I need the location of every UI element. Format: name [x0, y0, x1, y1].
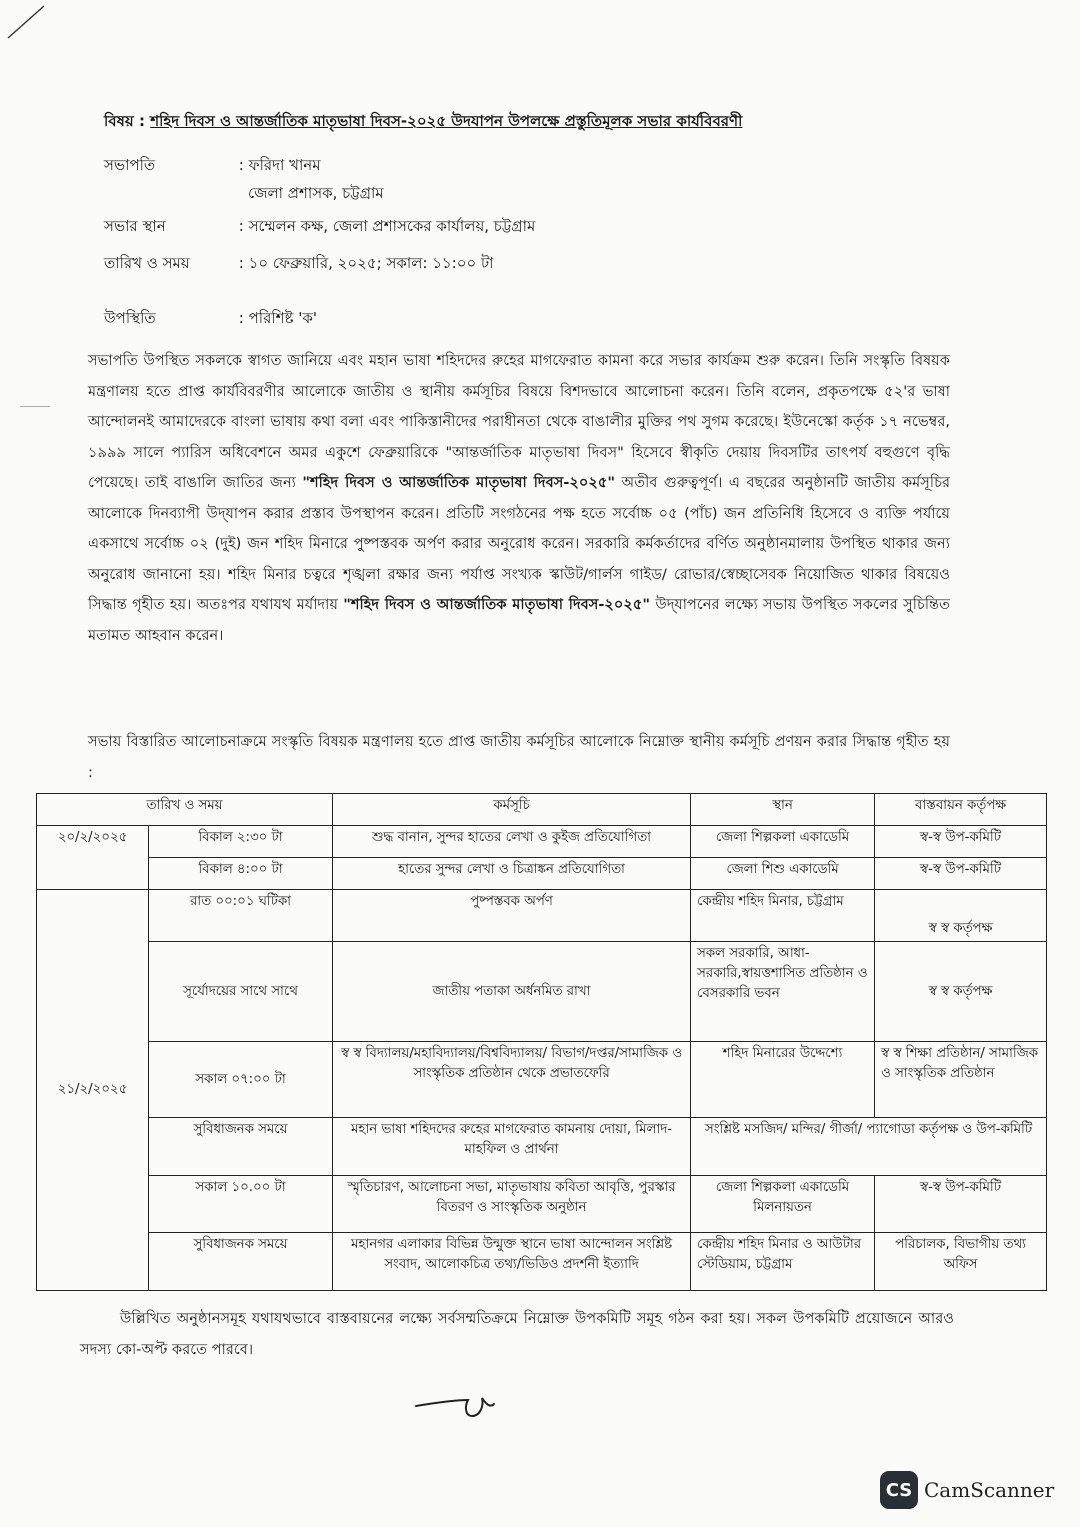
program-cell: মহান ভাষা শহিদদের রুহের মাগফেরাত কামনায় দোয়া, মিলাদ-মাহফিল ও প্রার্থনা — [333, 1118, 691, 1176]
table-header-row — [37, 794, 1047, 826]
authority-cell: স্ব স্ব কর্তৃপক্ষ — [875, 890, 1047, 942]
authority-cell: স্ব-স্ব উপ-কমিটি — [875, 826, 1047, 858]
table-row — [37, 890, 1047, 942]
meta-chair — [104, 154, 321, 179]
program-cell: হাতের সুন্দর লেখা ও চিত্রাঙ্কন প্রতিযোগিতা — [333, 858, 691, 890]
camscanner-logo: CS — [880, 1471, 918, 1509]
program-table — [36, 793, 1047, 1291]
intro-part-c: অতীব গুরুত্বপূর্ণ। এ বছরের অনুষ্ঠানটি জাতীয় কর্মসূচির আলোকে দিনব্যাপী উদ্‌যাপন করার প্রস্তাব উপস্থাপন করেন। প্রতিটি সংগঠনের পক্ষ হতে সর্বোচ্চ ০৫ (পাঁচ) জন প্রতিনিধি হিসেবে ও ব্যক্তি পর্যায়ে একসাথে সর্বোচ্চ ০২ (দুই) জন শহিদ মিনারে পুষ্পস্তবক অর্পণ করার অনুরোধ করেন। সরকারি কর্মকর্তাদের বর্ণিত অনুষ্ঠানমালায় উপস্থিত থাকার জন্য অনুরোধ জানানো হয়। শহিদ মিনার চত্বরে শৃঙ্খলা রক্ষার জন্য পর্যাপ্ত সংখ্যক স্কাউট/গার্লস গাইড/ রোভার/স্বেচ্ছাসেবক নিয়োজিত থাকার বিষয়েও সিদ্ধান্ত গৃহীত হয়। অতঃপর যথাযথ মর্যাদায় — [88, 474, 950, 613]
place-cell: জেলা শিল্পকলা একাডেমি মিলনায়তন — [691, 1175, 875, 1233]
paragraph-intro — [88, 346, 950, 651]
program-cell: জাতীয় পতাকা অর্ধনমিত রাখা — [333, 942, 691, 1042]
authority-cell: স্ব স্ব শিক্ষা প্রতিষ্ঠান/ সামাজিক ও সাংস্কৃতিক প্রতিষ্ঠান — [875, 1042, 1047, 1118]
time-cell: বিকাল ৪:০০ টা — [149, 858, 333, 890]
place-cell: জেলা শিশু একাডেমি — [691, 858, 875, 890]
subject-label: বিষয় : — [104, 112, 145, 130]
intro-part-e: উদ্‌যাপনের লক্ষ্যে সভায় উপস্থিত সকলের সুচিন্তিত মতামত আহবান করেন। — [88, 596, 951, 644]
program-cell: স্ব স্ব বিদ্যালয়/মহাবিদ্যালয়/বিশ্ববিদ্যালয়/ বিভাগ/দপ্তর/সামাজিক ও সাংস্কৃতিক প্রতিষ্ঠান থেকে প্রভাতফেরি — [333, 1042, 691, 1118]
camscanner-text: CamScanner — [924, 1478, 1055, 1502]
date-cell-2: ২১/২/২০২৫ — [37, 890, 149, 1291]
venue-value: : সম্মেলন কক্ষ, জেলা প্রশাসকের কার্যালয়, চট্টগ্রাম — [238, 217, 536, 235]
program-cell: পুষ্পস্তবক অর্পণ — [333, 890, 691, 942]
time-cell: সূর্যোদয়ের সাথে সাথে — [149, 942, 333, 1042]
datetime-label: তারিখ ও সময় — [104, 254, 190, 272]
time-cell: সকাল ১০.০০ টা — [149, 1175, 333, 1233]
authority-cell: স্ব-স্ব উপ-কমিটি — [875, 1175, 1047, 1233]
header-authority: বাস্তবায়ন কর্তৃপক্ষ — [875, 794, 1047, 826]
time-cell: বিকাল ২:৩০ টা — [149, 826, 333, 858]
header-program: কর্মসূচি — [333, 794, 691, 826]
paragraph-subcommittee: উল্লিখিত অনুষ্ঠানসমূহ যথাযথভাবে বাস্তবায়নের লক্ষ্যে সর্বসম্মতিক্রমে নিম্নোক্ত উপকমিটি সমূহ গঠন করা হয়। সকল উপকমিটি প্রয়োজনে আরও সদস্য কো-অপ্ট করতে পারবে। — [80, 1310, 954, 1358]
margin-mark — [20, 406, 50, 407]
table-row — [37, 826, 1047, 858]
authority-cell: স্ব স্ব কর্তৃপক্ষ — [875, 942, 1047, 1042]
header-datetime: তারিখ ও সময় — [37, 794, 333, 826]
time-cell: সুবিধাজনক সময়ে — [149, 1233, 333, 1291]
pen-stroke-mark — [6, 2, 46, 42]
chair-label: সভাপতি — [104, 156, 156, 174]
place-cell: কেন্দ্রীয় শহিদ মিনার, চট্টগ্রাম — [691, 890, 875, 942]
place-cell: জেলা শিল্পকলা একাডেমি — [691, 826, 875, 858]
program-cell: স্মৃতিচারণ, আলোচনা সভা, মাতৃভাষায় কবিতা আবৃত্তি, পুরস্কার বিতরণ ও সাংস্কৃতিক অনুষ্ঠান — [333, 1175, 691, 1233]
table-row — [37, 1175, 1047, 1233]
time-cell: রাত ০০:০১ ঘটিকা — [149, 890, 333, 942]
header-place: স্থান — [691, 794, 875, 826]
attendance-label: উপস্থিতি — [104, 309, 156, 327]
table-row — [37, 1233, 1047, 1291]
table-row — [37, 1118, 1047, 1176]
intro-event-name-1: "শহিদ দিবস ও আন্তর্জাতিক মাতৃভাষা দিবস-২০২৫" — [302, 474, 615, 491]
time-cell: সুবিধাজনক সময়ে — [149, 1118, 333, 1176]
subject-line — [104, 110, 1004, 135]
table-row — [37, 858, 1047, 890]
signature-initial — [410, 1388, 500, 1422]
table-row — [37, 942, 1047, 1042]
meta-datetime — [104, 252, 494, 277]
intro-event-name-2: "শহিদ দিবস ও আন্তর্জাতিক মাতৃভাষা দিবস-২০২৫" — [343, 596, 650, 613]
chair-name: : ফরিদা খানম — [238, 156, 321, 174]
paragraph-decision: সভায় বিস্তারিত আলোচনাক্রমে সংস্কৃতি বিষয়ক মন্ত্রণালয় হতে প্রাপ্ত জাতীয় কর্মসূচির আলোকে নিম্নোক্ত স্থানীয় কর্মসূচি প্রণয়ন করার সিদ্ধান্ত গৃহীত হয় : — [88, 733, 950, 781]
chair-title: জেলা প্রশাসক, চট্টগ্রাম — [248, 184, 384, 202]
datetime-value: : ১০ ফেব্রুয়ারি, ২০২৫; সকাল: ১১:০০ টা — [238, 254, 494, 272]
time-cell: সকাল ০৭:০০ টা — [149, 1042, 333, 1118]
place-cell: সকল সরকারি, আধা-সরকারি,স্বায়ত্তশাসিত প্রতিষ্ঠান ও বেসরকারি ভবন — [691, 942, 875, 1042]
authority-cell: পরিচালক, বিভাগীয় তথ্য অফিস — [875, 1233, 1047, 1291]
intro-part-a: সভাপতি উপস্থিত সকলকে স্বাগত জানিয়ে এবং মহান ভাষা শহিদদের রুহের মাগফেরাত কামনা করে সভার কার্যক্রম শুরু করেন। তিনি সংস্কৃতি বিষয়ক মন্ত্রণালয় হতে প্রাপ্ত কার্যবিবরণীর আলোকে জাতীয় ও স্থানীয় কর্মসূচির বিষয়ে বিশদভাবে আলোচনা করেন। তিনি বলেন, প্রকৃতপক্ষে ৫২'র ভাষা আন্দোলনই আমাদেরকে বাংলা ভাষায় কথা বলা এবং পাকিস্তানীদের পরাধীনতা থেকে বাঙালীর মুক্তির পথ সুগম করেছে। ইউনেস্কো কর্তৃক ১৭ নভেম্বর, ১৯৯৯ সালে প্যারিস অধিবেশনে অমর একুশে ফেব্রুয়ারিকে "আন্তর্জাতিক মাতৃভাষা দিবস" হিসেবে স্বীকৃতি দেয়ায় দিবসটির তাৎপর্য বহুগুণে বৃদ্ধি পেয়েছে। তাই বাঙালি জাতির জন্য — [88, 352, 950, 491]
attendance-value: : পরিশিষ্ট 'ক' — [238, 309, 317, 327]
place-cell: শহিদ মিনারের উদ্দেশ্যে — [691, 1042, 875, 1118]
venue-label: সভার স্থান — [104, 217, 166, 235]
meta-venue — [104, 215, 535, 240]
camscanner-watermark — [880, 1470, 1054, 1510]
table-row — [37, 1042, 1047, 1118]
place-authority-cell: সংশ্লিষ্ট মসজিদ/ মন্দির/ গীর্জা/ প্যাগোডা কর্তৃপক্ষ ও উপ-কমিটি — [691, 1118, 1047, 1176]
place-cell: কেন্দ্রীয় শহিদ মিনার ও আউটার স্টেডিয়াম, চট্টগ্রাম — [691, 1233, 875, 1291]
program-cell: মহানগর এলাকার বিভিন্ন উন্মুক্ত স্থানে ভাষা আন্দোলন সংশ্লিষ্ট সংবাদ, আলোকচিত্র তথ্য/ভিডিও প্রদর্শনী ইত্যাদি — [333, 1233, 691, 1291]
subject-text: শহিদ দিবস ও আন্তর্জাতিক মাতৃভাষা দিবস-২০২৫ উদযাপন উপলক্ষে প্রস্তুতিমূলক সভার কার্যবিবরণী — [150, 112, 743, 130]
program-cell: শুদ্ধ বানান, সুন্দর হাতের লেখা ও কুইজ প্রতিযোগিতা — [333, 826, 691, 858]
authority-cell: স্ব-স্ব উপ-কমিটি — [875, 858, 1047, 890]
date-cell-1: ২০/২/২০২৫ — [37, 826, 149, 890]
meta-attendance — [104, 307, 317, 332]
